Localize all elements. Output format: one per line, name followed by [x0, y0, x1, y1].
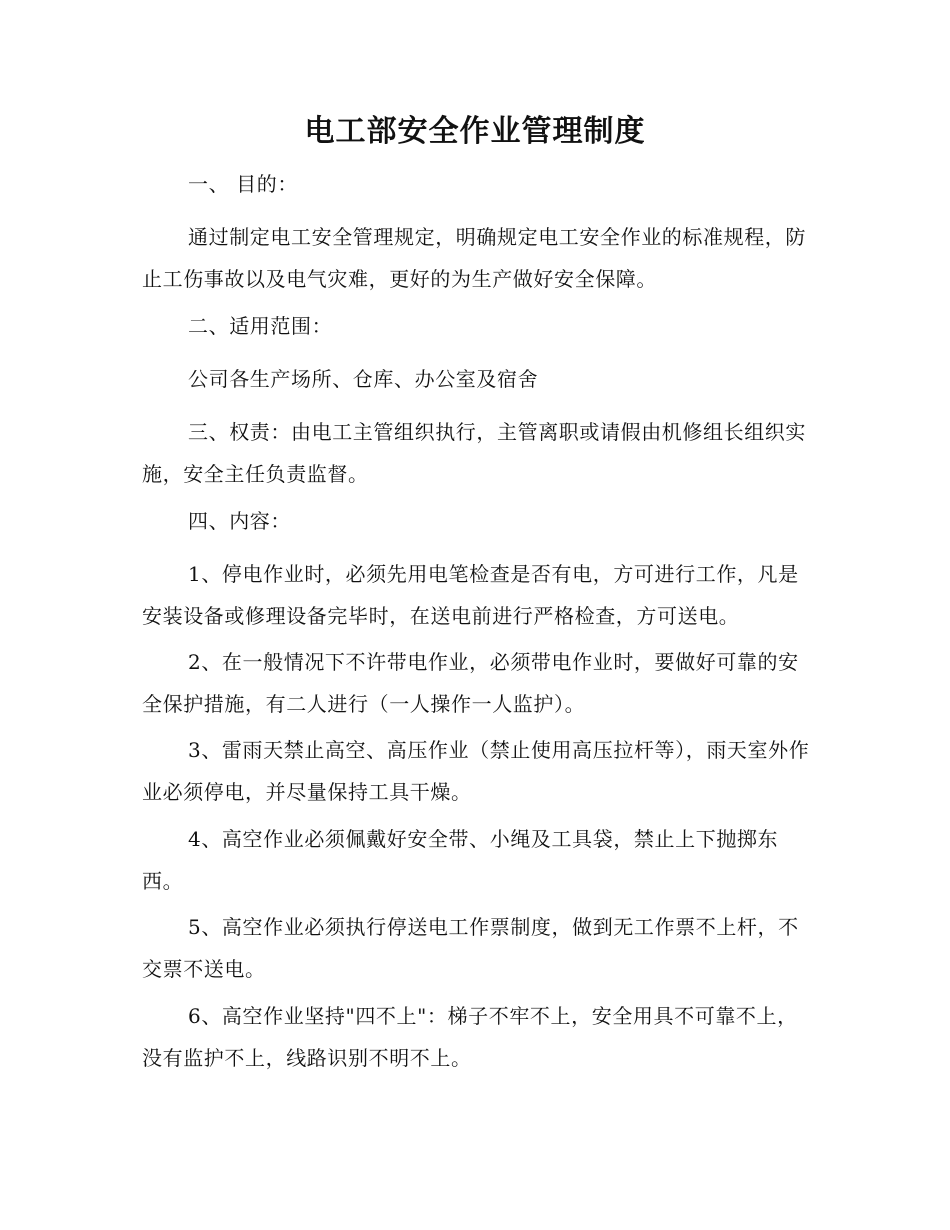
purpose-paragraph: 通过制定电工安全管理规定，明确规定电工安全作业的标准规程，防止工伤事故以及电气灾难，更好的为生产做好安全保障。	[142, 225, 806, 291]
content-item-1: 1、停电作业时，必须先用电笔检查是否有电，方可进行工作，凡是安装设备或修理设备完毕时，在送电前进行严格检查，方可送电。	[142, 562, 799, 628]
content-item-4: 4、高空作业必须佩戴好安全带、小绳及工具袋，禁止上下抛掷东西。	[142, 827, 779, 893]
content-item-2: 2、在一般情况下不许带电作业，必须带电作业时，要做好可靠的安全保护措施，有二人进行（一人操作一人监护）。	[142, 650, 799, 716]
document-title: 电工部安全作业管理制度	[304, 114, 646, 149]
content-item-6: 6、高空作业坚持"四不上"：梯子不牢不上，安全用具不可靠不上，没有监护不上，线路识别不明不上。	[142, 1004, 798, 1070]
section-content-heading: 四、内容：	[188, 509, 291, 533]
content-item-5: 5、高空作业必须执行停送电工作票制度，做到无工作票不上杆，不交票不送电。	[142, 915, 799, 981]
responsibility-paragraph: 三、权责：由电工主管组织执行，主管离职或请假由机修组长组织实施，安全主任负责监督。	[142, 420, 806, 486]
section-purpose-heading: 一、 目的：	[188, 172, 298, 196]
content-item-3: 3、雷雨天禁止高空、高压作业（禁止使用高压拉杆等），雨天室外作业必须停电，并尽量保持工具干燥。	[142, 738, 810, 804]
section-scope-heading: 二、适用范围：	[188, 314, 333, 338]
scope-paragraph: 公司各生产场所、仓库、办公室及宿舍	[188, 367, 539, 391]
